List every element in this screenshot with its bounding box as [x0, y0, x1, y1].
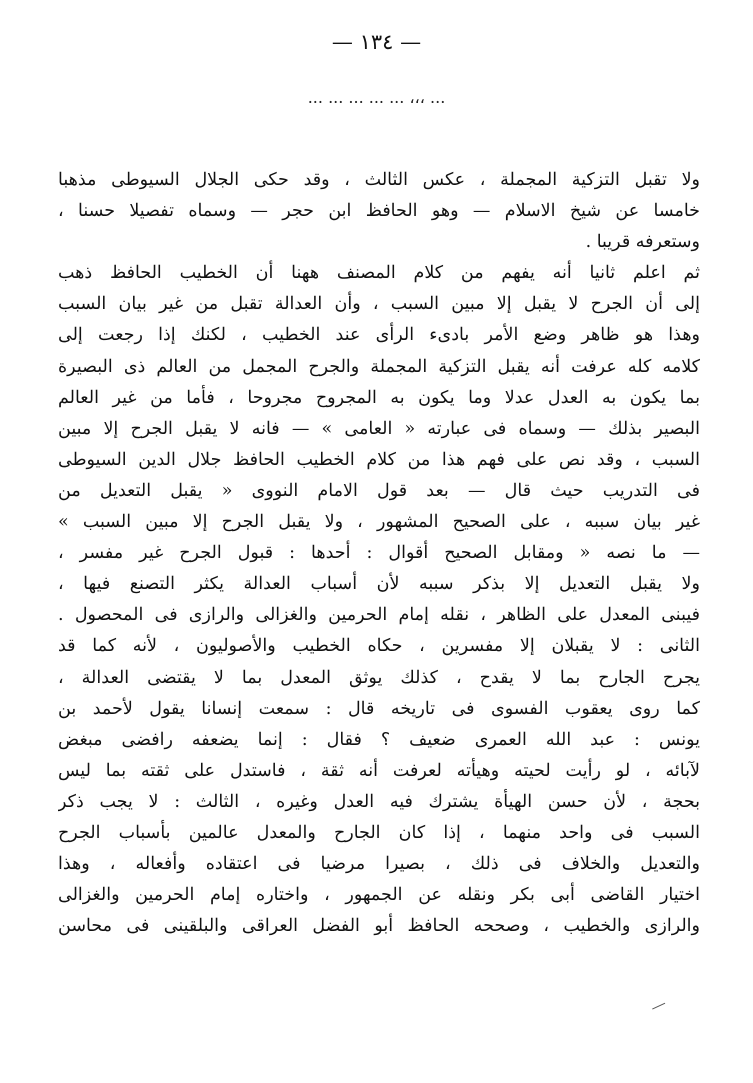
text-line: كلامه كله عرفت أنه يقبل التزكية المجملة والجرح المجمل من العالم ذى البصيرة — [58, 356, 700, 377]
text-line: لآبائه ، لو رأيت لحيته وهيأته لعرفت أنه ثقة ، فاستدل على ثقته بما ليس — [58, 760, 700, 781]
text-line: ثم اعلم ثانيا أنه يفهم من كلام المصنف ههنا أن الخطيب الحافظ ذهب — [58, 263, 700, 284]
text-line: السبب فى واحد منهما ، إذا كان الجارح والمعدل عالمين بأسباب الجرح — [58, 822, 700, 843]
text-line: ولا يقبل التعديل إلا بذكر سببه لأن أسباب العدالة يكثر التصنع فيها ، — [58, 574, 700, 595]
text-line: والرازى والخطيب ، وصححه الحافظ أبو الفضل العراقى والبلقينى فى محاسن — [58, 916, 700, 937]
text-line: خامسا عن شيخ الاسلام — وهو الحافظ ابن حجر — وسماه تفصيلا حسنا ، — [58, 201, 700, 222]
text-line: إلى أن الجرح لا يقبل إلا مبين السبب ، وأن العدالة تقبل من غير بيان السبب — [58, 294, 700, 315]
body-text — [58, 165, 700, 942]
text-line: السبب ، وقد نص على فهم هذا من كلام الخطيب الحافظ جلال الدين السيوطى — [58, 449, 700, 470]
stray-pen-mark — [649, 995, 665, 1009]
text-line: اختيار القاضى أبى بكر ونقله عن الجمهور ، واختاره إمام الحرمين والغزالى — [58, 885, 700, 906]
text-line: غير بيان سببه ، على الصحيح المشهور ، ولا يقبل الجرح إلا مبين السبب » — [58, 512, 700, 533]
text-line: الثانى : لا يقبلان إلا مفسرين ، حكاه الخطيب والأصوليون ، لأنه كما قد — [58, 636, 700, 657]
text-line: بحجة ، لأن حسن الهيأة يشترك فيه العدل وغيره ، الثالث : لا يجب ذكر — [58, 791, 700, 812]
text-line: فى التدريب حيث قال — بعد قول الامام النووى « يقبل التعديل من — [58, 480, 700, 501]
text-line: وهذا هو ظاهر وضع الأمر بادىء الرأى عند الخطيب ، لكنك إذا رجعت إلى — [58, 325, 700, 346]
section-separator: ... ... ... ... ... ،،، ... — [307, 88, 446, 107]
text-line: فيبنى المعدل على الظاهر ، نقله إمام الحرمين والغزالى والرازى فى المحصول . — [58, 605, 700, 626]
text-line: كما روى يعقوب الفسوى فى تاريخه قال : سمعت إنسانا يقول لأحمد بن — [58, 698, 700, 719]
text-line: وستعرفه قريبا . — [585, 232, 700, 253]
text-line: البصير بذلك — وسماه فى عبارته « العامى » — فانه لا يقبل الجرح إلا مبين — [58, 418, 700, 439]
page-number: — ١٣٤ — — [331, 30, 422, 54]
text-line: — ما نصه « ومقابل الصحيح أقوال : أحدها : قبول الجرح غير مفسر ، — [58, 543, 700, 564]
text-line: ولا تقبل التزكية المجملة ، عكس الثالث ، وقد حكى الجلال السيوطى مذهبا — [58, 170, 700, 190]
text-line: والتعديل والخلاف فى ذلك ، بصيرا مرضيا فى اعتقاده وأفعاله ، وهذا — [58, 854, 700, 875]
text-line: يونس : عبد الله العمرى ضعيف ؟ فقال : إنما يضعفه رافضى مبغض — [58, 729, 700, 750]
text-line: بما يكون به العدل عدلا وما يكون به المجروح مجروحا ، فأما من غير العالم — [58, 387, 700, 408]
text-line: يجرح الجارح بما لا يقدح ، كذلك يوثق المعدل بما لا يقتضى العدالة ، — [58, 667, 700, 688]
